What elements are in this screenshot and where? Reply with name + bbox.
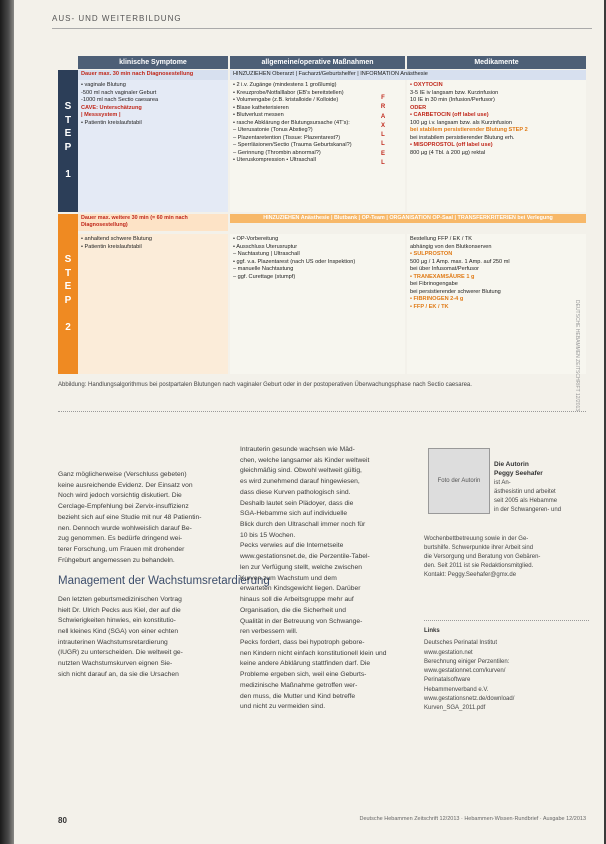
column-1-body <box>58 595 228 681</box>
author-bio <box>424 535 540 580</box>
text-line: medizinische Maßnahme getroffen wer- <box>240 681 358 689</box>
drug-line: • TRANEXAMSÄURE 1 g <box>410 273 475 280</box>
drug-line: 10 IE in 30 min (Infusion/Perfusor) <box>410 97 495 104</box>
step-letter: P <box>64 141 72 153</box>
text-line: Qualität in der Betreuung von Schwange- <box>240 617 363 625</box>
step-1-symptoms <box>78 80 228 212</box>
text-line: Cerclage-Empfehlung bei Zervix-insuffizienz <box>58 503 189 511</box>
step-letter: E <box>64 281 72 293</box>
footer-text: Deutsche Hebammen Zeitschrift 12/2013 · Hebammen·Wissen·Rundbrief · Ausgabe 12/2013 <box>359 816 586 822</box>
drug-line: bei instabilem persistierender Blutung erh. <box>410 134 515 141</box>
text-line: Noch wird jedoch vorsichtig diskutiert. Die <box>58 492 182 500</box>
text-line: Intrauterin gesunde wachsen wie Mäd- <box>240 446 355 453</box>
text-line: den. Seit 2011 ist sie Redaktionsmitglied. <box>424 563 534 569</box>
marker-letter: X <box>380 122 385 129</box>
magazine-page <box>14 0 604 844</box>
text-line: Pecks verwies auf die Internetseite <box>240 542 344 550</box>
header-drugs: Medikamente <box>407 56 586 69</box>
step-1-label <box>58 70 78 212</box>
symptom-line: • Patientin kreislaufstabil <box>81 243 142 250</box>
top-divider <box>52 28 592 29</box>
symptom-line: • Patientin kreislaufstabil <box>81 119 142 126</box>
drug-line: 500 µg / 1 Amp. max. 1 Amp. auf 250 ml <box>410 258 510 265</box>
drug-line: • CARBETOCIN (off label use) <box>410 112 489 119</box>
dotted-divider <box>58 411 586 412</box>
text-line: zug genommen. Es bedürfe dringend wei- <box>58 535 183 543</box>
step-2-measures <box>230 234 405 374</box>
text-line: keine andere Abklärung stattfinden darf. Die <box>240 660 371 668</box>
drug-line: bei Fibrinogengabe <box>410 281 458 288</box>
vertical-sidebar-text: DEUTSCHE HEBAMMEN ZEITSCHRIFT 12/2013 <box>574 300 580 412</box>
measure-line: – manuelle Nachtastung <box>233 266 294 273</box>
link-line: www.gestationnet.com/kurven/ <box>424 668 506 675</box>
text-line: nen Kindern nicht einfach konstitutionell klein und <box>240 649 387 657</box>
measure-line: – Uterusatonie (Tonus Abstieg?) <box>233 127 313 134</box>
measure-line: • Uteruskompression • Ultraschall <box>233 157 316 164</box>
symptom-line: • vaginale Blutung <box>81 82 126 88</box>
step-2-band-info: HINZUZIEHEN Anästhesie | Blutbank | OP-Team | ORGANISATION OP-Saal | TRANSFERKRITERIEN bei Verlegung <box>230 214 586 223</box>
symptom-line: • anhaltend schwere Blutung <box>81 236 152 242</box>
step-letter: P <box>64 294 72 306</box>
link-line: Kurven_SGA_2011.pdf <box>424 705 486 712</box>
table-caption: Abbildung: Handlungsalgorithmus bei postpartalen Blutungen nach vaginaler Geburt oder in der postoperativen Überwachungsphase nach Sectio caesarea. <box>58 382 472 388</box>
marker-letter: A <box>380 113 386 120</box>
section-label: AUS- UND WEITERBILDUNG <box>52 14 182 23</box>
subheading: Management der Wachstumsretardierung <box>58 575 270 588</box>
step-2-duration: Dauer max. weitere 30 min (= 60 min nach Diagnosestellung) <box>78 214 228 231</box>
step-1-marker-letters <box>378 94 388 168</box>
text-line: hielt Dr. Ulrich Pecks aus Kiel, der auf die <box>58 606 181 614</box>
drug-line: 800 µg (4 Tbl. à 200 µg) rektal <box>410 149 486 156</box>
links-list <box>424 639 589 713</box>
text-line: erwarteten Kindsgewicht liegen. Darüber <box>240 585 361 593</box>
text-line: ästhesistin und arbeitet <box>494 489 556 495</box>
author-bio-short <box>494 479 561 515</box>
marker-letter: E <box>380 150 385 157</box>
measure-line: • Blutverlust messen <box>233 112 284 119</box>
text-line: Ganz möglicherweise (Verschluss gebeten) <box>58 471 187 478</box>
drug-line: • FFP / EK / TK <box>410 303 449 310</box>
drug-line: • SULPROSTON <box>410 251 453 258</box>
symptom-line: CAVE: Unterschätzung <box>81 104 142 111</box>
marker-letter: R <box>380 104 386 111</box>
link-line: www.gestation.net <box>424 649 473 656</box>
text-line: Blick durch den Ultraschall immer noch für <box>240 521 366 529</box>
marker-letter: L <box>381 141 385 148</box>
step-letter: E <box>64 128 72 140</box>
text-line: ren verbessern will. <box>240 628 298 636</box>
drug-line: Bestellung FFP / EK / TK <box>410 236 472 242</box>
symptom-line: | Messsystem | <box>81 112 121 119</box>
algorithm-table <box>58 56 586 374</box>
drug-line: • FIBRINOGEN 2-4 g <box>410 296 464 303</box>
text-line: 10 bis 15 Wochen. <box>240 531 296 539</box>
text-line: chen, welche langsamer als Kinder weltweit <box>240 456 370 464</box>
text-line: Organisation, die die Sicherheit und <box>240 606 346 614</box>
text-line: Den letzten geburtsmedizinischen Vortrag <box>58 595 182 603</box>
header-measures: allgemeine/operative Maßnahmen <box>230 56 405 69</box>
text-line: sich nicht darauf an, da sie die Ursachen <box>58 670 179 678</box>
measure-line: • Ausschluss Uterusruptur <box>233 243 298 250</box>
drug-line: bei persistierender schwerer Blutung <box>410 288 501 295</box>
text-line: und nicht zu vermeiden sind. <box>240 703 326 711</box>
text-line: nell kleines Kind (SGA) von einer echten <box>58 628 179 635</box>
measure-line: • Blase katheterisieren <box>233 104 289 111</box>
drug-line: abhängig von den Blutkonserven <box>410 243 492 250</box>
text-line: (IUGR) zu unterscheiden. Die weltweit ge- <box>58 649 183 657</box>
author-photo: Foto der Autorin <box>428 448 490 514</box>
step-2-symptoms <box>78 234 228 374</box>
text-line: den muss, die Mutter und Kind betreffe <box>240 692 356 700</box>
marker-letter: L <box>381 160 385 167</box>
text-line: Pecks fordert, dass bei hypotroph gebore- <box>240 638 365 646</box>
step-letter: 2 <box>65 322 71 334</box>
text-line: in der Schwangeren- und <box>494 507 562 513</box>
drug-line: ODER <box>410 104 427 111</box>
measure-line: • OP-Vorbereitung <box>233 236 279 242</box>
measure-line: – Nachtastung | Ultraschall <box>233 251 300 258</box>
step-letter: S <box>64 101 72 113</box>
symptom-line: -500 ml nach vaginaler Geburt <box>81 89 157 96</box>
drug-line: 3-5 IE iv langsam bzw. Kurzinfusion <box>410 89 499 96</box>
measure-line: • 2 i.v. Zugänge (mindestens 1 großlumig) <box>233 82 337 88</box>
step-1-duration: Dauer max. 30 min nach Diagnosestellung <box>78 70 228 80</box>
text-line: Wochenbettbetreuung sowie in der Ge- <box>424 536 529 542</box>
symptom-line: -1000 ml nach Sectio caesarea <box>81 97 159 104</box>
drug-line: bei stabilem persistierender Blutung STEP 2 <box>410 127 528 134</box>
text-line: ist An- <box>494 480 511 486</box>
author-name: Peggy Seehafer <box>494 470 543 477</box>
text-line: Deshalb lautet sein Plädoyer, dass die <box>240 499 354 507</box>
measure-line: • ggf. v.a. Plazentarest (nach US oder Inspektion) <box>233 258 356 265</box>
measure-line: – Gerinnung (Thrombin abnormal?) <box>233 149 321 156</box>
step-letter: T <box>64 267 72 279</box>
page-footer <box>58 816 586 825</box>
drug-line: • MISOPROSTOL (off label use) <box>410 142 493 149</box>
article-column-2 <box>240 445 412 713</box>
link-line: Deutsches Perinatal Institut <box>424 640 498 647</box>
text-line: len zur Verfügung stellt, welche zwischen <box>240 563 362 571</box>
step-1-band-info: HINZUZIEHEN Oberarzt | Facharzt/Geburtshelfer | INFORMATION Anästhesie <box>230 70 586 80</box>
measure-line: – Sperrläsionen/Sectio (Trauma Geburtskanal?) <box>233 142 352 149</box>
step-letter: S <box>64 254 72 266</box>
marker-letter: L <box>381 132 385 139</box>
text-line: SGA-Hebamme sich auf individuelle <box>240 510 348 518</box>
text-line: die Versorgung und Beratung von Gebären- <box>424 554 541 560</box>
text-line: nutzten Wachstumskurven eignen Sie- <box>58 660 173 668</box>
text-line: seit 2005 als Hebamme <box>494 498 558 504</box>
text-line: burtshilfe. Schwerpunkte ihrer Arbeit sind <box>424 545 534 551</box>
link-line: www.gestationsnetz.de/download/ <box>424 696 515 703</box>
text-line: Probleme ergeben sich, weil eine Geburts- <box>240 671 367 679</box>
step-2-drugs <box>407 234 586 374</box>
text-line: Kontakt: Peggy.Seehafer@gmx.de <box>424 572 517 578</box>
column-1-intro <box>58 470 228 566</box>
text-line: Schwierigkeiten hinwies, ein konstitutio- <box>58 617 176 625</box>
link-line: Hebammenverband e.V. <box>424 686 489 693</box>
text-line: keine ausreichende Evidenz. Der Einsatz von <box>58 481 193 489</box>
step-2-label <box>58 214 78 374</box>
drug-line: bei über Infusomat/Perfusor <box>410 266 480 273</box>
text-line: terer Forschung, um Frauen mit drohender <box>58 546 185 554</box>
drug-line: 100 µg i.v. langsam bzw. als Kurzinfusion <box>410 119 512 126</box>
header-symptoms: klinische Symptome <box>78 56 228 69</box>
book-binding <box>0 0 14 844</box>
link-line: Perinatalsoftware <box>424 677 471 684</box>
links-title: Links <box>424 620 589 636</box>
text-line: Kurven zum Wachstum und dem <box>240 574 337 582</box>
step-letter: 1 <box>65 169 71 181</box>
author-title: Die Autorin <box>494 461 529 468</box>
text-line: es wird zunehmend darauf hingewiesen, <box>240 478 360 486</box>
text-line: nen. Dennoch wurde wohlweislich darauf Be- <box>58 524 192 532</box>
drug-line: • OXYTOCIN <box>410 82 443 88</box>
text-line: gleichmäßig sind. Obwohl weltweit gültig, <box>240 467 362 475</box>
measure-line: • rasche Abklärung der Blutungsursache (4T's): <box>233 119 350 126</box>
text-line: dass diese Kurven pathologisch sind. <box>240 488 351 496</box>
text-line: hinaus soll die Arbeitsgruppe mehr auf <box>240 596 354 604</box>
links-box <box>424 620 589 714</box>
text-line: bezieht sich auf eine Studie mit nur 48 Patientin- <box>58 513 202 521</box>
step-1-drugs <box>407 80 586 212</box>
link-line: Berechnung einiger Perzentilen: <box>424 658 510 665</box>
measure-line: • Volumengabe (z.B. kristalloide / Kolloide) <box>233 97 339 104</box>
measure-line: – ggf. Curettage (stumpf) <box>233 273 296 280</box>
text-line: Frühgeburt angemessen zu behandeln. <box>58 556 175 564</box>
measure-line: – Plazentaretention (Tissue: Plazentarest?) <box>233 134 341 141</box>
text-line: www.gestationsnet.de, die Perzentile-Tabel- <box>240 553 370 561</box>
step-letter: T <box>64 114 72 126</box>
measure-line: • Kreuzprobe/Notfalllabor (EB's bereitstellen) <box>233 89 344 96</box>
text-line: intrauterinen Wachstumsretardierung <box>58 638 168 646</box>
marker-letter: F <box>381 95 385 101</box>
page-number: 80 <box>58 816 67 825</box>
